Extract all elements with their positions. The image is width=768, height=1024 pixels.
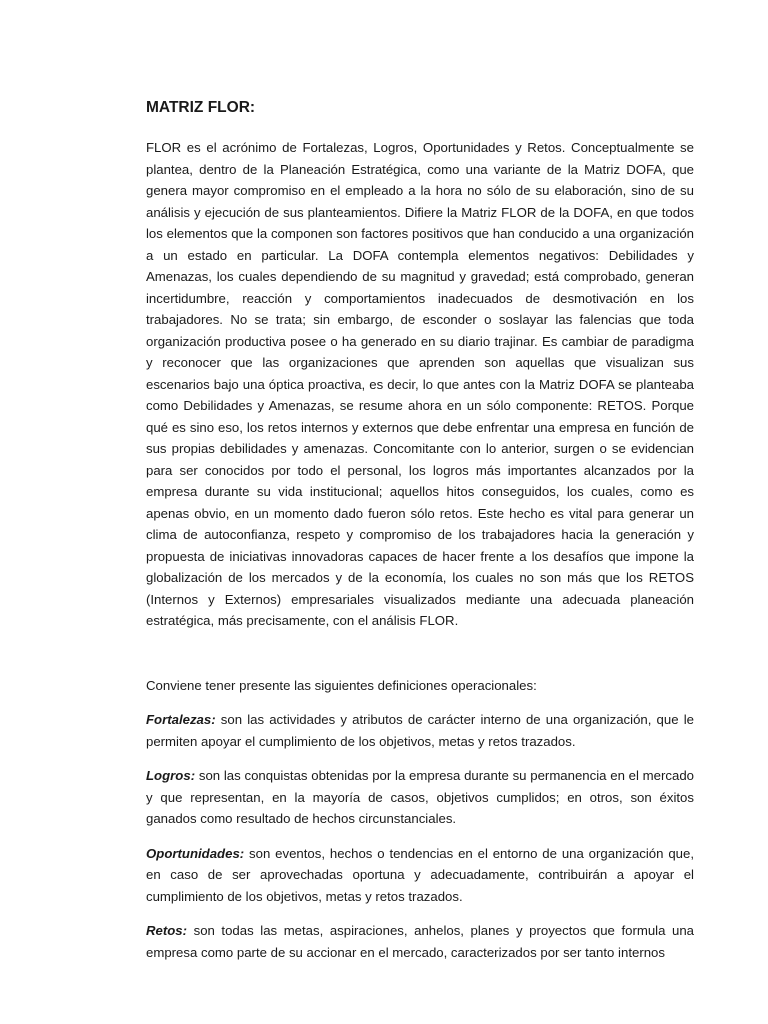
definition-text: son las conquistas obtenidas por la empresa durante su permanencia en el mercado y que representan, en la mayoría de casos, objetivos cumplidos; en otros, son éxitos ganados como resultado de hechos circunstanciales. [146, 768, 694, 826]
spacer [146, 752, 694, 765]
definition-oportunidades [146, 843, 694, 908]
spacer [146, 696, 694, 709]
definition-term: Oportunidades: [146, 845, 245, 861]
definition-retos [146, 920, 694, 963]
intro-paragraph: FLOR es el acrónimo de Fortalezas, Logros, Oportunidades y Retos. Conceptualmente se plantea, dentro de la Planeación Estratégica, como una variante de la Matriz DOFA, que genera mayor compromiso en el empleado a la hora no sólo de su elaboración, sino de su análisis y ejecución de sus planteamientos. Difiere la Matriz FLOR de la DOFA, en que todos los elementos que la componen son factores positivos que han conducido a una organización a un estado en particular. La DOFA contempla elementos negativos: Debilidades y Amenazas, los cuales dependiendo de su magnitud y gravedad; está comprobado, generan incertidumbre, reacción y comportamientos inadecuados de desmotivación en los trabajadores. No se trata; sin embargo, de esconder o soslayar las falencias que toda organización productiva posee o ha generado en su diario trajinar. Es cambiar de paradigma y reconocer que las organizaciones que aprenden son aquellas que visualizan sus escenarios bajo una óptica proactiva, es decir, lo que antes con la Matriz DOFA se planteaba como Debilidades y Amenazas, se resume ahora en un sólo componente: RETOS. Porque qué es sino eso, los retos internos y externos que debe enfrentar una empresa en función de sus propias debilidades y amenazas. Concomitante con lo anterior, surgen o se evidencian para ser conocidos por todo el personal, los logros más importantes alcanzados por la empresa durante su vida institucional; aquellos hitos conseguidos, los cuales, como es apenas obvio, en un momento dado fueron sólo retos. Este hecho es vital para generar un clima de autoconfianza, respeto y compromiso de los trabajadores hacia la generación y propuesta de iniciativas innovadoras capaces de hacer frente a los desafíos que impone la globalización de los mercados y de la economía, los cuales no son más que los RETOS (Internos y Externos) empresariales visualizados mediante una adecuada planeación estratégica, más precisamente, con el análisis FLOR. [146, 140, 694, 628]
spacer [146, 830, 694, 843]
spacer [146, 632, 694, 675]
definition-term: Logros: [146, 768, 196, 783]
definition-term: Retos: [146, 923, 188, 938]
definition-text: son las actividades y atributos de carácter interno de una organización, que le permiten apoyar el cumplimiento de los objetivos, metas y retos trazados. [146, 712, 694, 749]
definition-term: Fortalezas: [146, 712, 216, 727]
definition-logros [146, 765, 694, 830]
document-title: MATRIZ FLOR: [146, 99, 256, 116]
definition-fortalezas [146, 709, 694, 752]
document-page [146, 98, 694, 963]
definitions-intro: Conviene tener presente las siguientes definiciones operacionales: [146, 677, 537, 693]
definition-text: son todas las metas, aspiraciones, anhelos, planes y proyectos que formula una empresa como parte de su accionar en el mercado, caracterizados por ser tanto internos [146, 923, 694, 960]
definition-text: son eventos, hechos o tendencias en el entorno de una organización que, en caso de ser aprovechadas oportuna y adecuadamente, contribuirán a apoyar el cumplimiento de los objetivos, metas y retos trazados. [146, 845, 694, 904]
spacer [146, 907, 694, 920]
